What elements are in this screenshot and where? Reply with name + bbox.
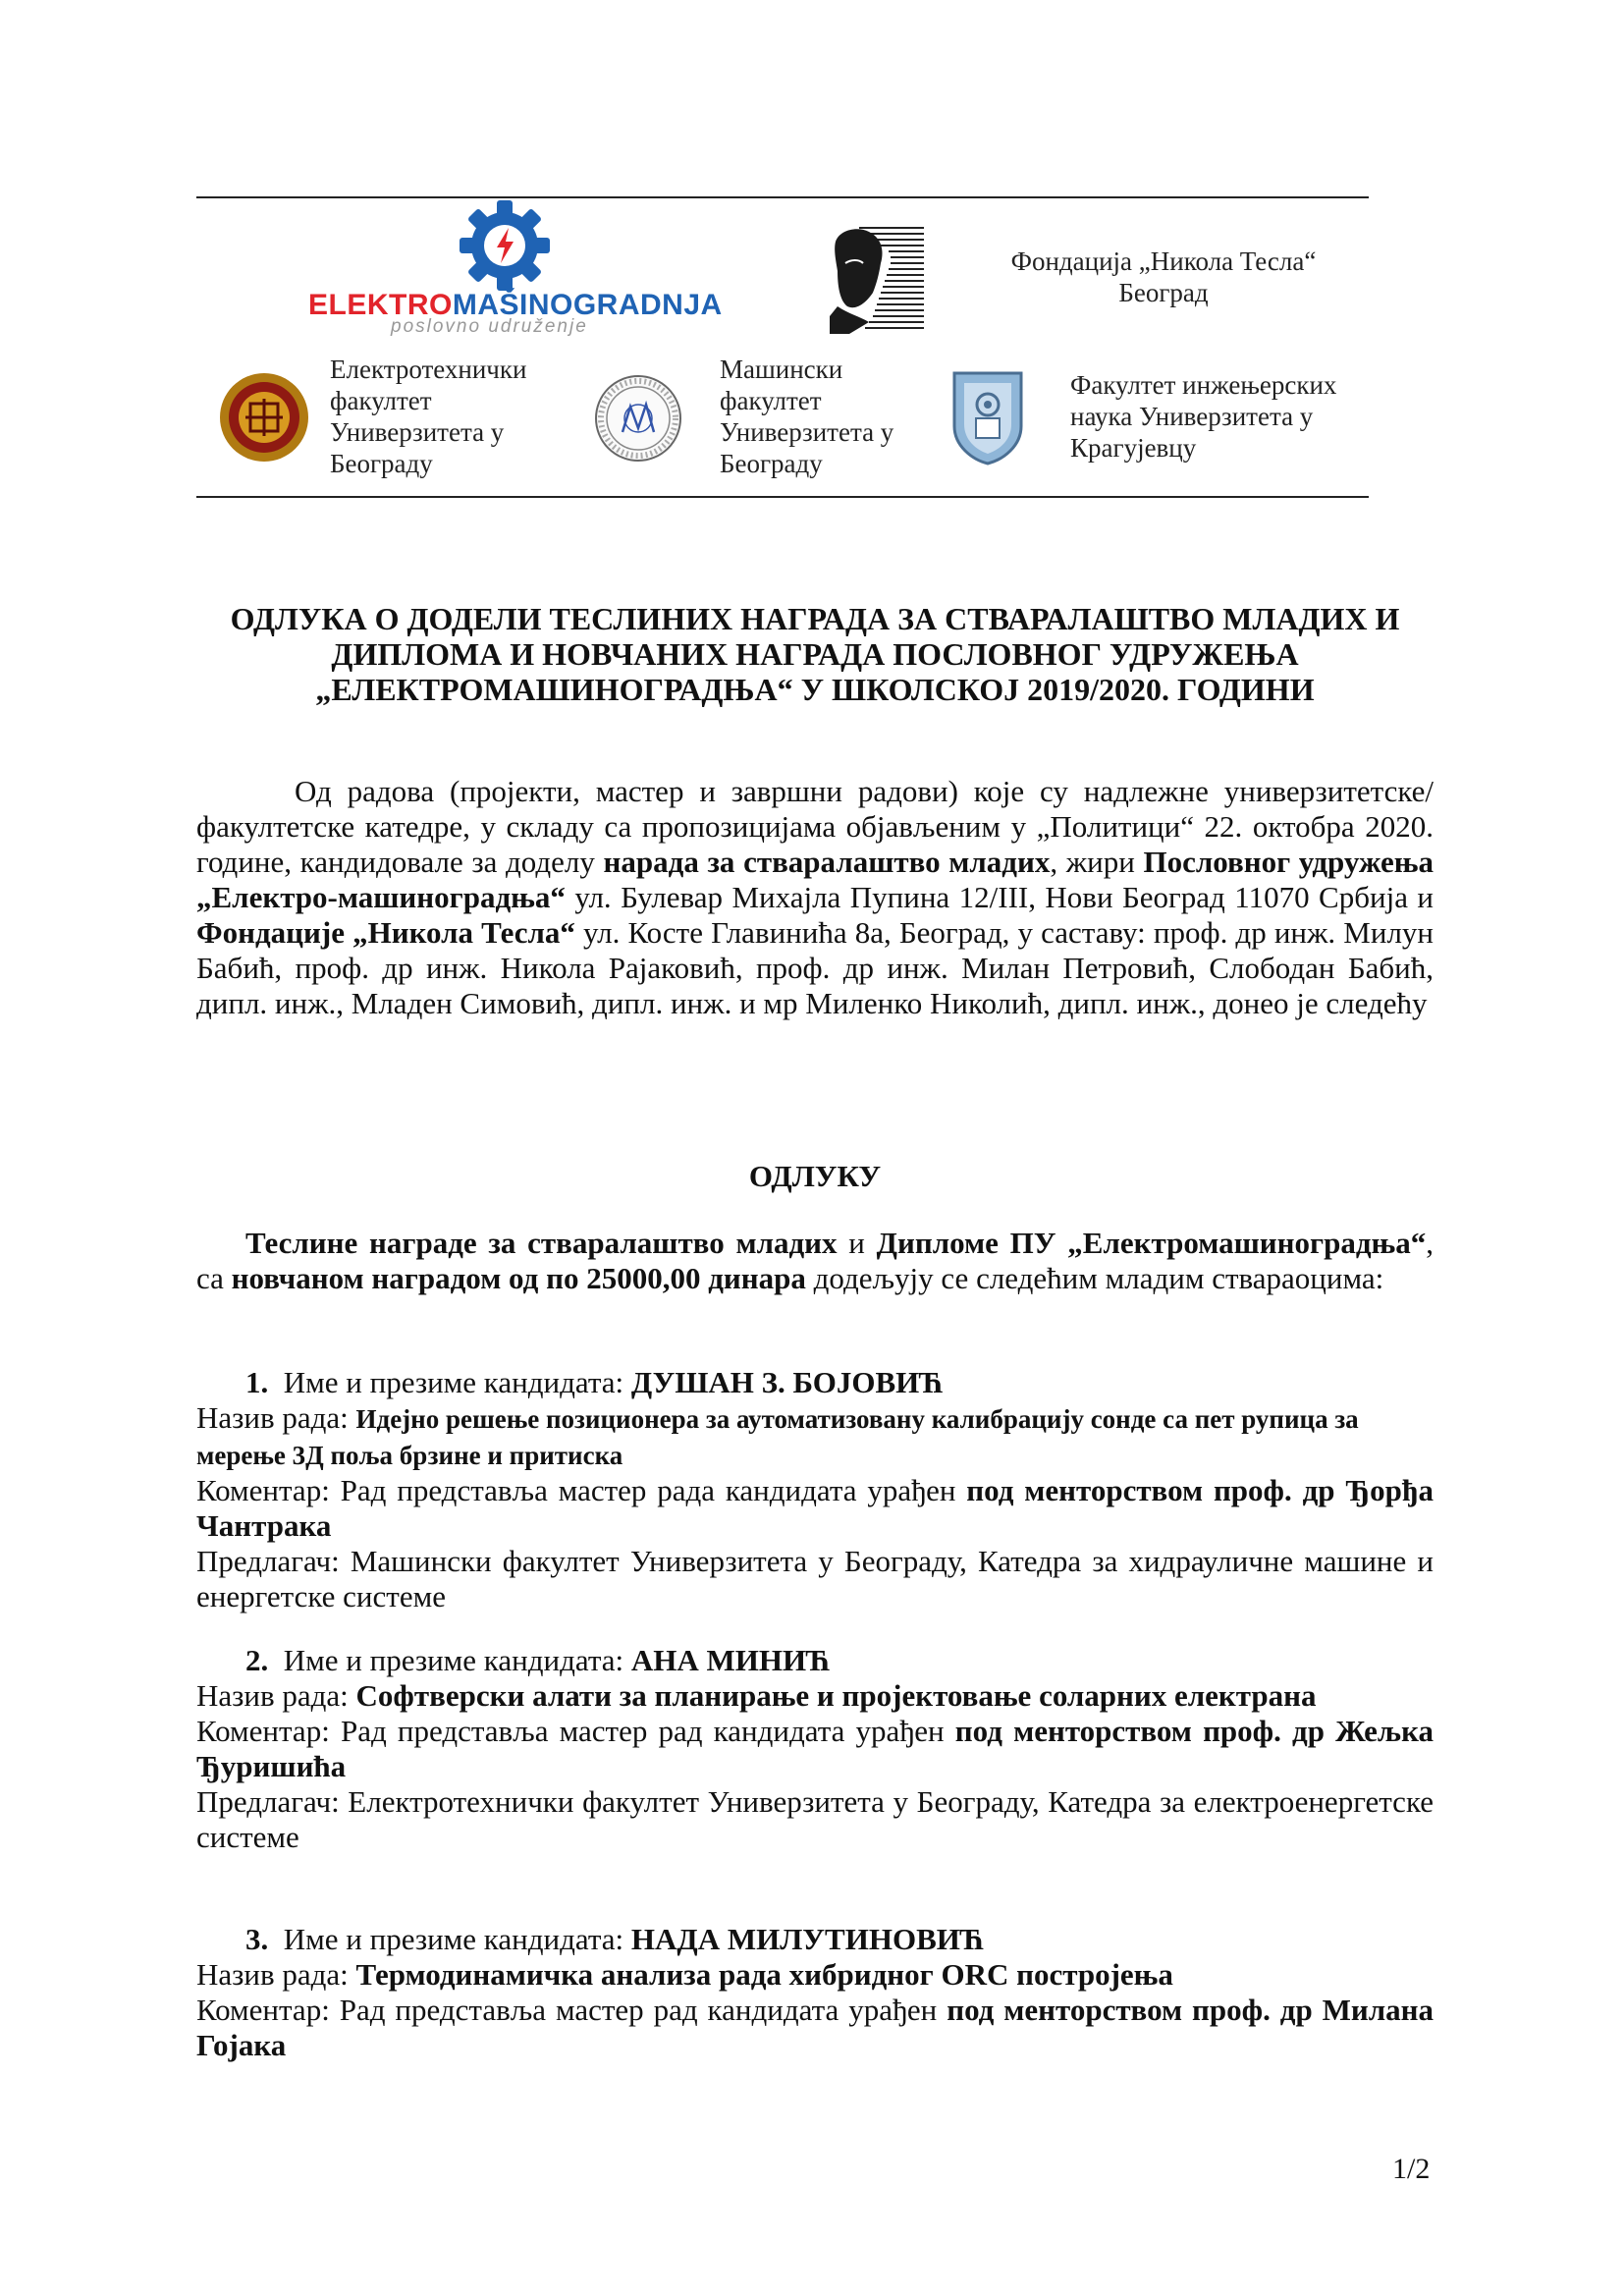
tesla-portrait-icon: [830, 224, 928, 334]
logo-word-blue: MAŠINOGRADNJA: [452, 289, 723, 321]
mentor-text: под менторством проф. др Милана Гојака: [196, 1993, 1434, 2062]
proposer-text: Електротехнички факултет Универзитета у Београду, Катедра за електроенергетске системе: [196, 1784, 1434, 1854]
intro-text-2: , жири: [1050, 845, 1144, 879]
intro-paragraph: [196, 774, 1434, 1021]
candidate-name: НАДА МИЛУТИНОВИЋ: [630, 1922, 985, 1956]
award-bold-3: новчаном наградом од по 25000,00 динара: [231, 1261, 806, 1295]
work-label: Назив рада:: [196, 1400, 356, 1435]
award-text-3: додељују се следећим младим ствараоцима:: [805, 1261, 1384, 1295]
candidate-entry-3: [196, 1922, 1434, 2063]
candidate-entry-1: [196, 1365, 1434, 1614]
award-text-2: , са: [196, 1226, 1434, 1295]
gear-lightning-icon: [458, 198, 552, 293]
candidate-number: 3.: [245, 1922, 269, 1956]
award-text-1: и: [837, 1226, 877, 1260]
candidate-name-line: [196, 1922, 1434, 1957]
comment-label: Коментар:: [196, 1993, 340, 2027]
proposer-line: [196, 1784, 1434, 1855]
mentor-text: под менторством проф. др Ђорђа Чантрака: [196, 1473, 1434, 1543]
intro-text-4: ул. Косте Главинића 8а, Београд, у саставу: проф. др инж. Милун Бабић, проф. др инж. Никола Рајаковић, проф. др инж. Милан Петровић, Слободан Бабић, дипл. инж., Младен Симовић, дипл. инж. и мр Миленко Николић, дипл. инж., донео је следећу: [196, 915, 1435, 1020]
mf-faculty-name: Машински факултет Универзитета у Београду: [720, 355, 894, 478]
work-title: Термодинамичка анализа рада хибридног ORC постројења: [355, 1957, 1173, 1992]
comment-text: Рад представља мастер рада кандидата урађен: [340, 1473, 967, 1507]
candidate-entry-2: [196, 1643, 1434, 1855]
document-title: ОДЛУКА О ДОДЕЛИ ТЕСЛИНИХ НАГРАДА ЗА СТВАРАЛАШТВО МЛАДИХ И ДИПЛОМА И НОВЧАНИХ НАГРАДА ПОСЛОВНОГ УДРУЖЕЊА „ЕЛЕКТРОМАШИНОГРАДЊА“ У ШКОЛСКОЈ 2019/2020. ГОДИНИ: [230, 601, 1400, 707]
comment-line: [196, 1473, 1434, 1544]
comment-line: [196, 1714, 1434, 1784]
intro-text-1: Од радова (пројекти, мастер и завршни радови) које су надлежне универзитетске/факултетске катедре, у складу са пропозицијама објављеним у „Политици“ 22. oктобра 2020. године, кандидовале за доделу: [196, 774, 1434, 879]
etf-seal-icon: [218, 371, 310, 464]
candidate-name-line: [196, 1643, 1434, 1678]
proposer-label: Предлагач:: [196, 1544, 351, 1578]
award-bold-1: Теслине награде за стваралаштво младих: [245, 1226, 838, 1260]
etf-faculty-name: Електротехнички факултет Универзитета у Београду: [330, 355, 527, 478]
work-label: Назив рада:: [196, 1957, 356, 1992]
comment-label: Коментар:: [196, 1473, 341, 1507]
name-label: Име и презиме кандидата:: [283, 1922, 631, 1956]
tesla-foundation-name: Фондација „Никола Тесла“ Београд: [1010, 246, 1317, 307]
candidate-name-line: [196, 1365, 1434, 1400]
proposer-label: Предлагач:: [196, 1784, 349, 1819]
page-number: 1/2: [1392, 2153, 1431, 2185]
intro-bold-1: нарада за стваралаштво младих: [603, 845, 1051, 879]
comment-line: [196, 1993, 1434, 2063]
logo-subtitle: poslovno udruženje: [391, 316, 588, 337]
fin-faculty-name: Факултет инжењерских наука Универзитета у Крагујевцу: [1070, 370, 1337, 463]
logo-word-red: ЕLEKTRO: [308, 289, 453, 321]
work-title: Софтверски алати за планирање и пројектовање соларних електрана: [355, 1678, 1317, 1713]
candidate-name: ДУШАН З. БОЈОВИЋ: [630, 1365, 945, 1399]
decision-heading: ОДЛУКУ: [748, 1159, 882, 1193]
fin-seal-icon: [948, 367, 1027, 465]
work-title-line: [196, 1678, 1434, 1714]
intro-text-3: ул. Булевар Михајла Пупина 12/III, Нови Београд 11070 Србија и: [565, 880, 1434, 914]
intro-bold-3: Фондације „Никола Тесла“: [196, 915, 575, 950]
comment-label: Коментар:: [196, 1714, 341, 1748]
header-bottom-rule: [196, 496, 1369, 498]
work-label: Назив рада:: [196, 1678, 356, 1713]
comment-text: Рад представља мастер рад кандидата урађен: [340, 1714, 955, 1748]
header-top-rule: [196, 196, 1369, 198]
proposer-line: [196, 1544, 1434, 1614]
work-title-line: [196, 1957, 1434, 1993]
mentor-text: под менторством проф. др Жељка Ђуришића: [196, 1714, 1434, 1783]
proposer-text: Машински факултет Универзитета у Београду, Катедра за хидрауличне машине и енергетске системе: [196, 1544, 1434, 1613]
name-label: Име и презиме кандидата:: [283, 1643, 631, 1677]
award-paragraph: [196, 1226, 1434, 1296]
name-label: Име и презиме кандидата:: [283, 1365, 631, 1399]
intro-bold-2: Пословног удружења „Електро-машиноградња“: [196, 845, 1434, 914]
work-title: Идејно решење позиционера за аутоматизовану калибрацију сонде са пет рупица за мерење 3Д поља брзине и притиска: [196, 1404, 1359, 1470]
comment-text: Рад представља мастер рад кандидата урађен: [339, 1993, 947, 2027]
candidate-number: 2.: [245, 1643, 269, 1677]
award-bold-2: Дипломе ПУ „Електромашиноградња“: [876, 1226, 1427, 1260]
candidate-name: АНА МИНИЋ: [630, 1643, 831, 1677]
work-title-line: [196, 1400, 1434, 1473]
candidate-number: 1.: [245, 1365, 269, 1399]
mf-seal-icon: [593, 373, 683, 464]
